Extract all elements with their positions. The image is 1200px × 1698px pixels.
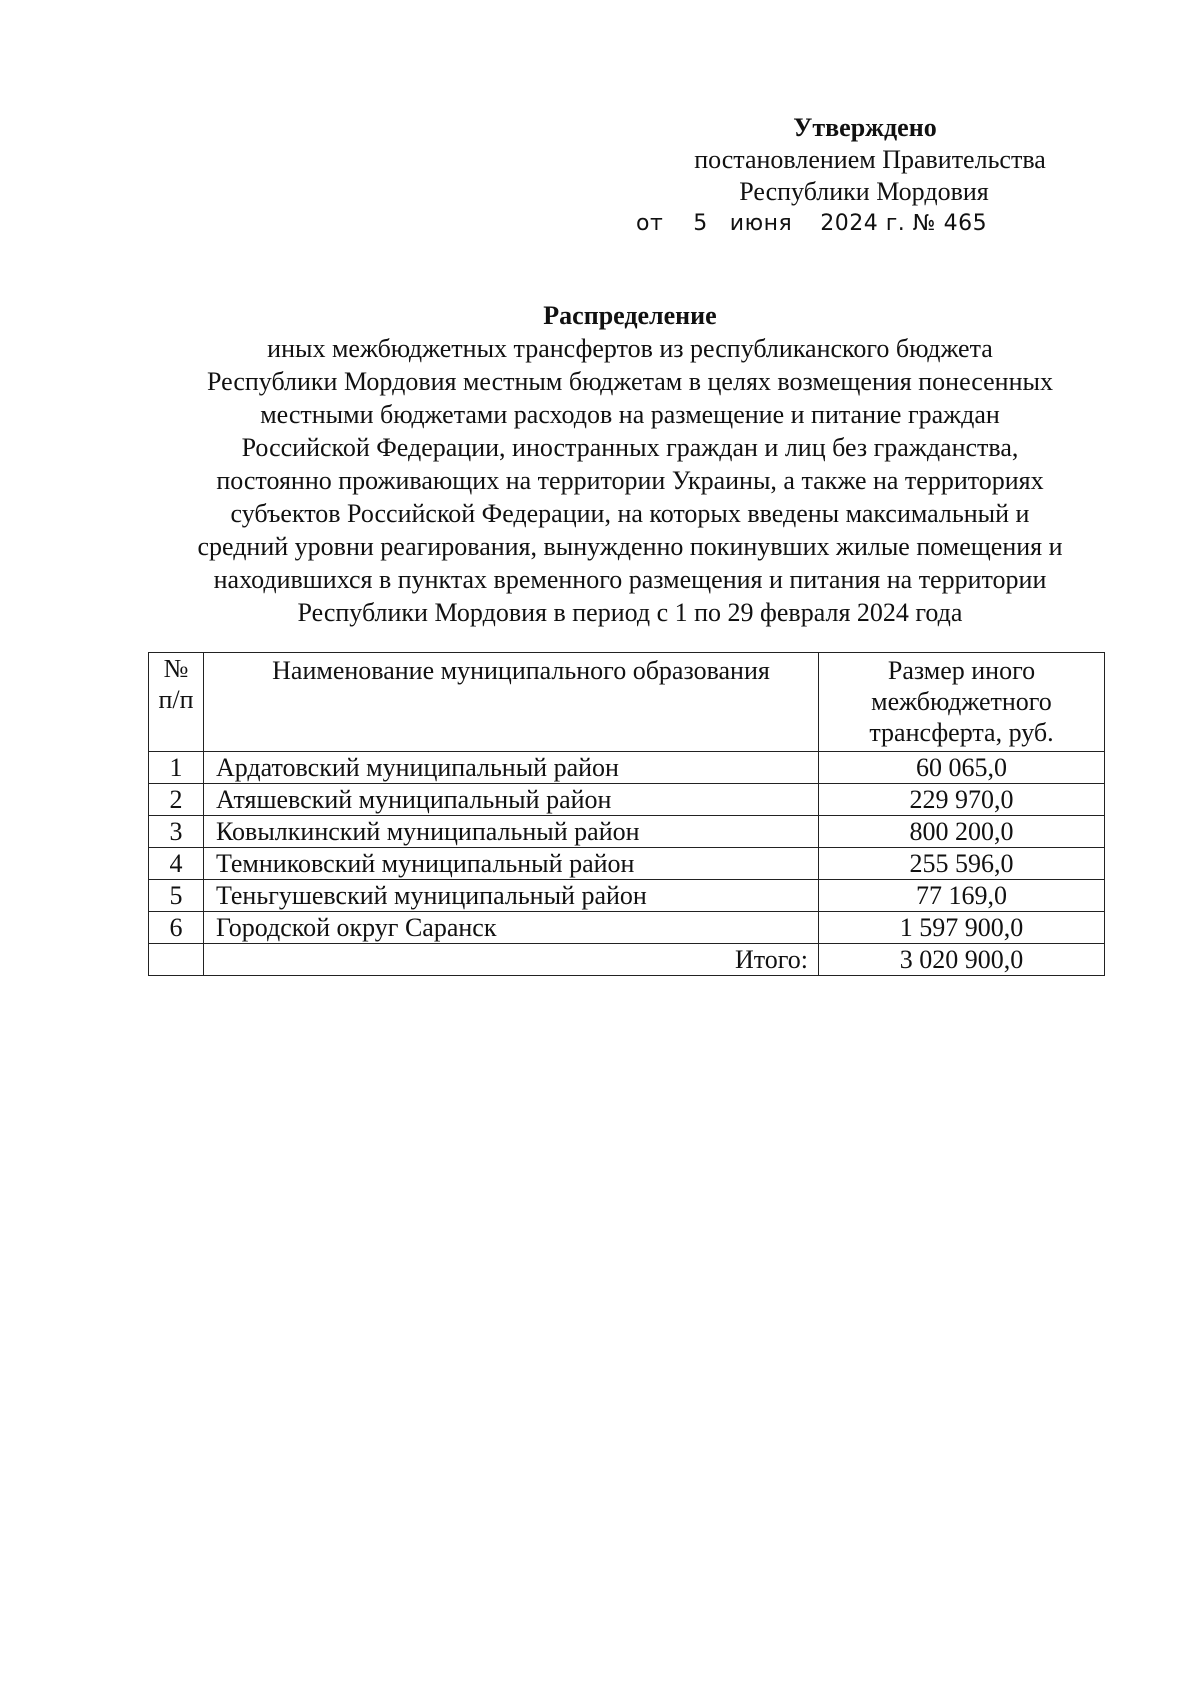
row-number: 4 xyxy=(149,848,204,880)
table-row xyxy=(149,752,1105,784)
approval-date xyxy=(630,208,1090,240)
heading-line: местными бюджетами расходов на размещение и питание граждан xyxy=(260,400,1000,429)
row-amount: 255 596,0 xyxy=(819,848,1105,880)
row-amount: 60 065,0 xyxy=(819,752,1105,784)
row-number: 2 xyxy=(149,784,204,816)
distribution-table xyxy=(148,652,1105,976)
row-amount: 800 200,0 xyxy=(819,816,1105,848)
date-year-number: 2024 г. № 465 xyxy=(820,211,988,236)
total-label: Итого: xyxy=(204,944,819,976)
approval-stamp xyxy=(630,112,1090,240)
row-number: 5 xyxy=(149,880,204,912)
table-row xyxy=(149,880,1105,912)
table-row xyxy=(149,816,1105,848)
row-municipality: Атяшевский муниципальный район xyxy=(204,784,819,816)
row-number: 6 xyxy=(149,912,204,944)
heading-line: иных межбюджетных трансфертов из республиканского бюджета xyxy=(267,334,993,363)
header-municipality: Наименование муниципального образования xyxy=(204,653,819,752)
table-row xyxy=(149,912,1105,944)
row-amount: 77 169,0 xyxy=(819,880,1105,912)
heading-line: Российской Федерации, иностранных граждан и лиц без гражданства, xyxy=(241,433,1019,462)
table-row xyxy=(149,848,1105,880)
table-header-row xyxy=(149,653,1105,752)
total-amount: 3 020 900,0 xyxy=(819,944,1105,976)
approval-line-2: Республики Мордовия xyxy=(739,177,989,206)
row-municipality: Ардатовский муниципальный район xyxy=(204,752,819,784)
table-total-row xyxy=(149,944,1105,976)
row-municipality: Ковылкинский муниципальный район xyxy=(204,816,819,848)
row-municipality: Городской округ Саранск xyxy=(204,912,819,944)
header-number: № п/п xyxy=(149,653,204,752)
row-number: 3 xyxy=(149,816,204,848)
document-heading xyxy=(150,299,1110,629)
heading-title: Распределение xyxy=(543,301,717,330)
table-row xyxy=(149,784,1105,816)
approval-title: Утверждено xyxy=(793,113,937,142)
row-amount: 229 970,0 xyxy=(819,784,1105,816)
approval-line-1: постановлением Правительства xyxy=(694,145,1046,174)
date-month: июня xyxy=(729,211,793,236)
total-number-cell xyxy=(149,944,204,976)
heading-line: средний уровни реагирования, вынужденно покинувших жилые помещения и xyxy=(197,532,1063,561)
heading-line: Республики Мордовия в период с 1 по 29 февраля 2024 года xyxy=(297,598,963,627)
heading-line: Республики Мордовия местным бюджетам в целях возмещения понесенных xyxy=(207,367,1053,396)
row-municipality: Темниковский муниципальный район xyxy=(204,848,819,880)
heading-line: субъектов Российской Федерации, на которых введены максимальный и xyxy=(230,499,1030,528)
row-number: 1 xyxy=(149,752,204,784)
heading-line: находившихся в пунктах временного размещения и питания на территории xyxy=(213,565,1047,594)
date-prefix: от xyxy=(636,211,664,236)
heading-line: постоянно проживающих на территории Украины, а также на территориях xyxy=(216,466,1044,495)
row-municipality: Теньгушевский муниципальный район xyxy=(204,880,819,912)
header-transfer-amount: Размер иного межбюджетного трансферта, руб. xyxy=(819,653,1105,752)
row-amount: 1 597 900,0 xyxy=(819,912,1105,944)
date-day: 5 xyxy=(693,211,708,236)
